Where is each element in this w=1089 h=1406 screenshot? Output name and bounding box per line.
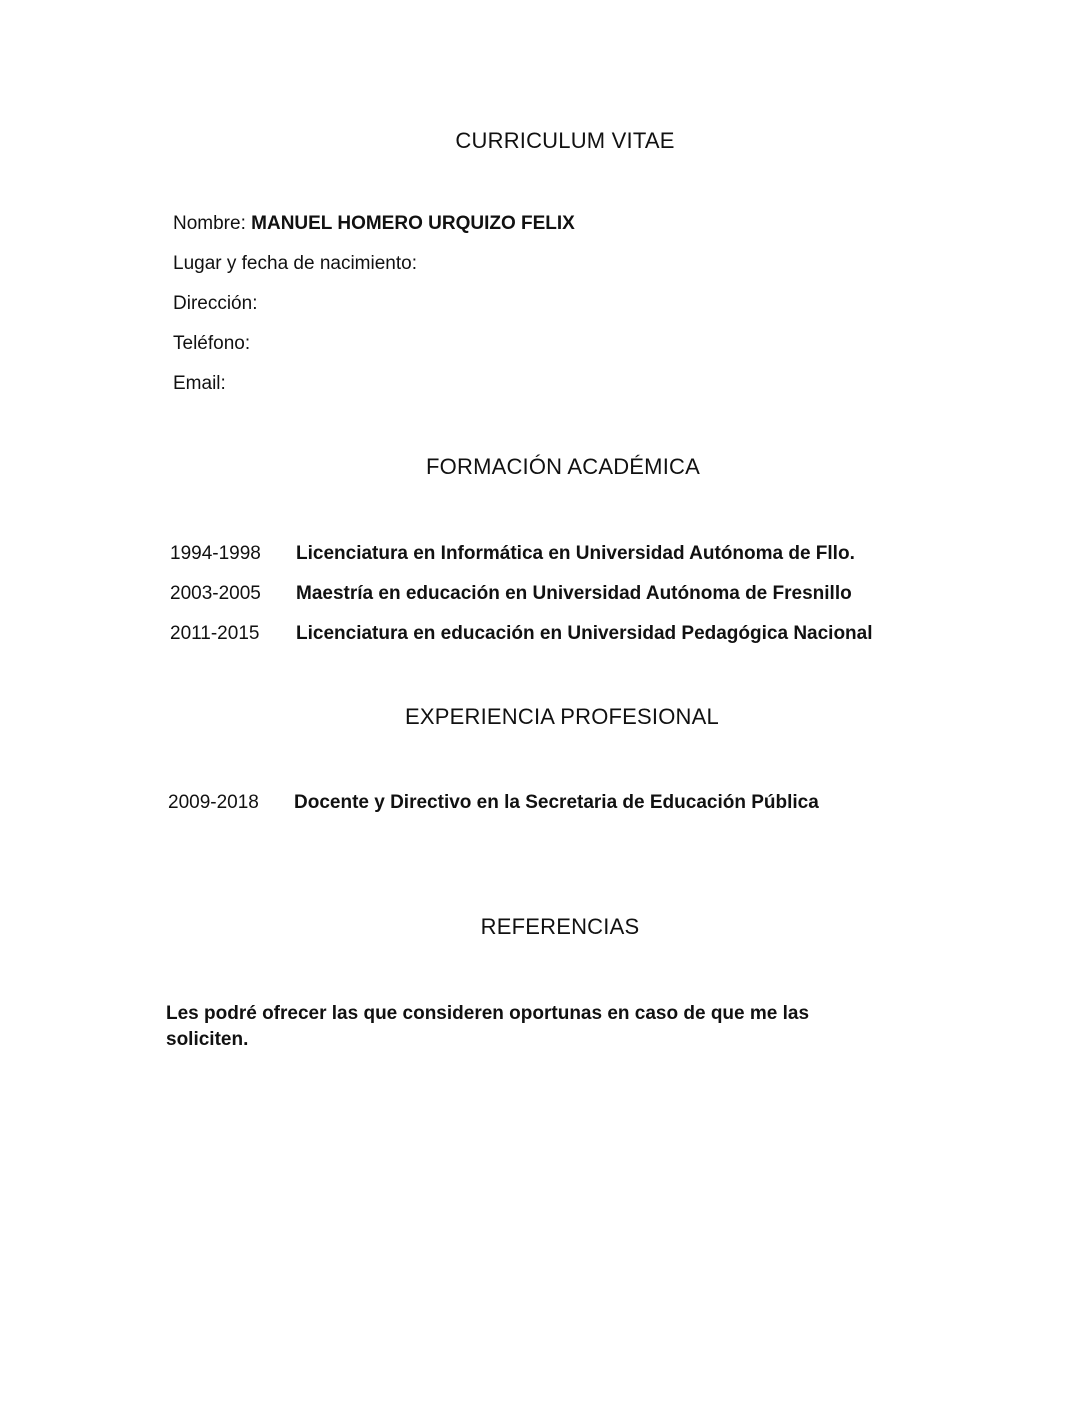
name-label: Nombre: [173,213,246,234]
name-row [173,213,575,235]
experience-description: Docente y Directivo en la Secretaria de Educación Pública [294,792,819,813]
email-label: Email: [173,373,226,394]
education-description: Maestría en educación en Universidad Autónoma de Fresnillo [296,583,852,604]
experience-heading: EXPERIENCIA PROFESIONAL [405,704,719,729]
experience-years: 2009-2018 [168,792,259,813]
phone-label: Teléfono: [173,333,251,354]
birth-label: Lugar y fecha de nacimiento: [173,253,417,274]
page-title: CURRICULUM VITAE [455,128,675,153]
education-description: Licenciatura en Informática en Universidad Autónoma de Fllo. [296,543,855,564]
name-value: MANUEL HOMERO URQUIZO FELIX [251,213,575,234]
education-description: Licenciatura en educación en Universidad Pedagógica Nacional [296,623,873,644]
education-heading: FORMACIÓN ACADÉMICA [426,454,700,479]
references-text-line1: Les podré ofrecer las que consideren oportunas en caso de que me las [166,1003,810,1024]
references-heading: REFERENCIAS [480,914,640,939]
address-label: Dirección: [173,293,258,314]
education-years: 2011-2015 [170,623,260,644]
education-years: 1994-1998 [170,543,261,564]
education-years: 2003-2005 [170,583,261,604]
references-text-line2: soliciten. [166,1029,249,1050]
